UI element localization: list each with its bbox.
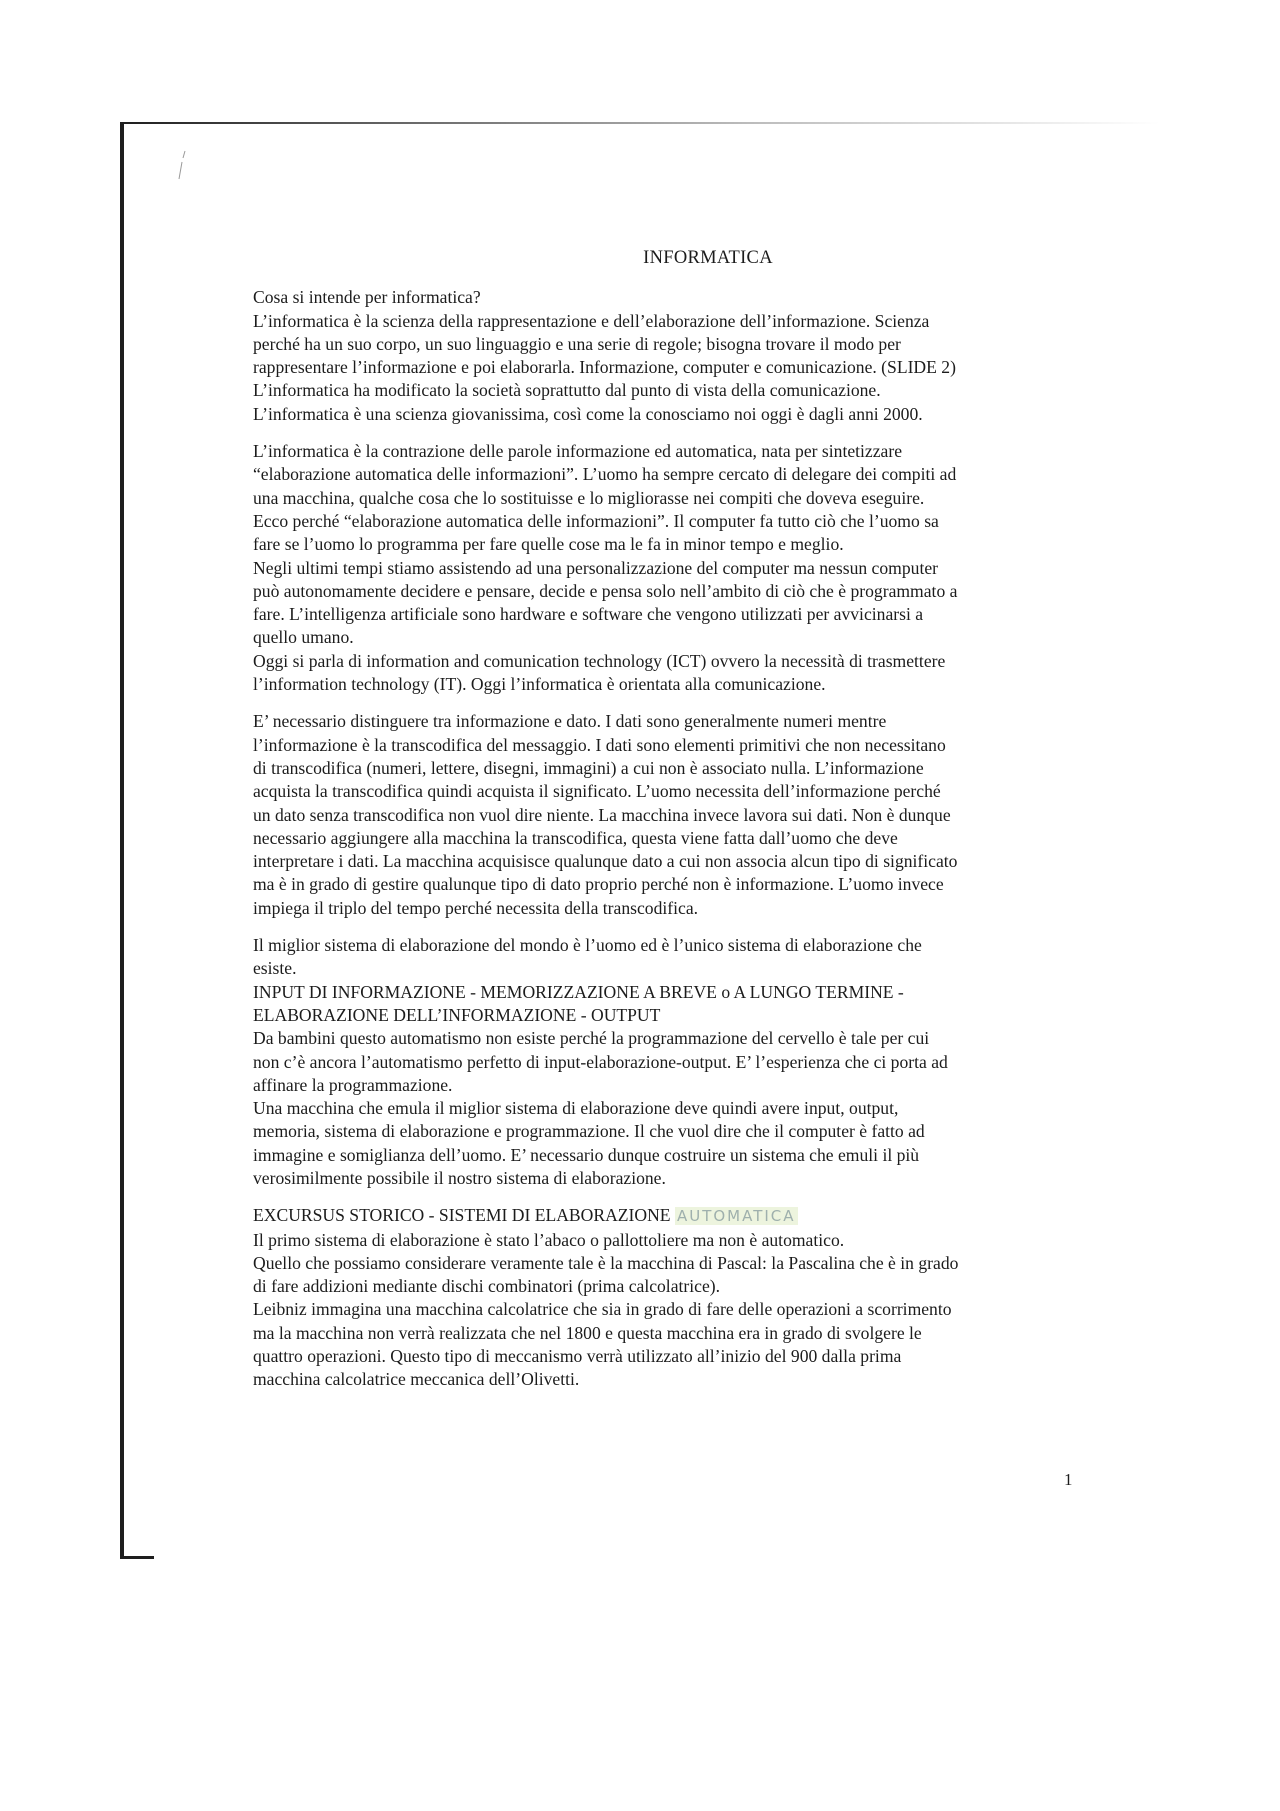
- scan-border-left: [120, 122, 124, 1558]
- text-line: affinare la programmazione.: [253, 1074, 453, 1095]
- text-line: Leibniz immagina una macchina calcolatrice che sia in grado di fare delle operazioni a scorrimento: [253, 1299, 952, 1320]
- text-line: ELABORAZIONE DELL’INFORMAZIONE - OUTPUT: [253, 1004, 661, 1025]
- text-line: ma è in grado di gestire qualunque tipo di dato proprio perché non è informazione. L’uomo invece: [253, 874, 944, 895]
- scan-border-top: [120, 122, 1160, 124]
- text-line: Quello che possiamo considerare veramente tale è la macchina di Pascal: la Pascalina che è in grado: [253, 1252, 959, 1273]
- text-line: di fare addizioni mediante dischi combinatori (prima calcolatrice).: [253, 1276, 721, 1297]
- text-line: Oggi si parla di information and comunication technology (ICT) ovvero la necessità di trasmettere: [253, 650, 946, 671]
- text-line: Cosa si intende per informatica?: [253, 287, 481, 308]
- text-line: memoria, sistema di elaborazione e programmazione. Il che vuol dire che il computer è fatto ad: [253, 1121, 925, 1142]
- scan-border-bottom: [120, 1556, 154, 1559]
- page-number: 1: [1064, 1470, 1073, 1489]
- document-title: INFORMATICA: [643, 248, 773, 268]
- paragraph-definition: [253, 440, 1083, 696]
- paragraph-human-system: [253, 934, 1083, 1190]
- text-line: di transcodifica (numeri, lettere, disegni, immagini) a cui non è associato nulla. L’informazione: [253, 757, 924, 778]
- text-line: Una macchina che emula il miglior sistema di elaborazione deve quindi avere input, output,: [253, 1098, 899, 1119]
- text-line: INPUT DI INFORMAZIONE - MEMORIZZAZIONE A BREVE o A LUNGO TERMINE -: [253, 981, 904, 1002]
- text-line: fare se l’uomo lo programma per fare quelle cose ma le fa in minor tempo e meglio.: [253, 534, 844, 555]
- text-line: macchina calcolatrice meccanica dell’Olivetti.: [253, 1369, 580, 1390]
- paragraph-historical-excursus: [253, 1204, 1083, 1391]
- text-line: “elaborazione automatica delle informazioni”. L’uomo ha sempre cercato di delegare dei compiti ad: [253, 464, 957, 485]
- text-line: non c’è ancora l’automatismo perfetto di input-elaborazione-output. E’ l’esperienza che ci porta ad: [253, 1051, 948, 1072]
- text-line: Ecco perché “elaborazione automatica delle informazioni”. Il computer fa tutto ciò che l’uomo sa: [253, 510, 939, 531]
- text-line: L’informatica è la scienza della rappresentazione e dell’elaborazione dell’informazione. Scienza: [253, 310, 930, 331]
- text-line: interpretare i dati. La macchina acquisisce qualunque dato a cui non associa alcun tipo di significato: [253, 851, 958, 872]
- paragraph-data-vs-information: [253, 710, 1083, 920]
- text-line: l’information technology (IT). Oggi l’informatica è orientata alla comunicazione.: [253, 674, 826, 695]
- text-line: quattro operazioni. Questo tipo di meccanismo verrà utilizzato all’inizio del 900 dalla prima: [253, 1346, 902, 1367]
- text-line: L’informatica è la contrazione delle parole informazione ed automatica, nata per sintetizzare: [253, 441, 903, 462]
- handwritten-annotation: AUTOMATICA: [676, 1207, 796, 1226]
- section-heading-text: EXCURSUS STORICO - SISTEMI DI ELABORAZIONE: [253, 1205, 671, 1226]
- text-line: verosimilmente possibile il nostro sistema di elaborazione.: [253, 1167, 666, 1188]
- text-line: l’informazione è la transcodifica del messaggio. I dati sono elementi primitivi che non necessitano: [253, 734, 946, 755]
- paragraph-introduction: [253, 286, 1083, 426]
- text-line: Il primo sistema di elaborazione è stato l’abaco o pallottoliere ma non è automatico.: [253, 1229, 845, 1250]
- text-line: L’informatica ha modificato la società soprattutto dal punto di vista della comunicazione.: [253, 380, 881, 401]
- text-line: E’ necessario distinguere tra informazione e dato. I dati sono generalmente numeri mentre: [253, 711, 887, 732]
- text-line: perché ha un suo corpo, un suo linguaggio e una serie di regole; bisogna trovare il modo per: [253, 333, 901, 354]
- pen-mark-icon: [178, 150, 186, 180]
- text-line: rappresentare l’informazione e poi elaborarla. Informazione, computer e comunicazione. (SLIDE 2): [253, 357, 956, 378]
- text-line: esiste.: [253, 958, 297, 979]
- text-line: Negli ultimi tempi stiamo assistendo ad una personalizzazione del computer ma nessun computer: [253, 557, 938, 578]
- text-line: L’informatica è una scienza giovanissima, così come la conosciamo noi oggi è dagli anni 2000.: [253, 403, 923, 424]
- section-heading: [253, 1204, 1083, 1228]
- text-line: fare. L’intelligenza artificiale sono hardware e software che vengono utilizzati per avvicinarsi a: [253, 604, 924, 625]
- text-line: ma la macchina non verrà realizzata che nel 1800 e questa macchina era in grado di svolgere le: [253, 1322, 922, 1343]
- text-line: acquista la transcodifica quindi acquista il significato. L’uomo necessita dell’informazione perché: [253, 781, 941, 802]
- text-line: Da bambini questo automatismo non esiste perché la programmazione del cervello è tale per cui: [253, 1028, 930, 1049]
- text-line: un dato senza transcodifica non vuol dire niente. La macchina invece lavora sui dati. Non è dunque: [253, 804, 951, 825]
- text-line: una macchina, qualche cosa che lo sostituisse e lo migliorasse nei compiti che doveva eseguire.: [253, 487, 925, 508]
- text-line: immagine e somiglianza dell’uomo. E’ necessario dunque costruire un sistema che emuli il più: [253, 1144, 920, 1165]
- text-line: impiega il triplo del tempo perché necessita della transcodifica.: [253, 897, 699, 918]
- document-body: [253, 247, 1083, 1406]
- text-line: può autonomamente decidere e pensare, decide e pensa solo nell’ambito di ciò che è programmato a: [253, 580, 958, 601]
- text-line: Il miglior sistema di elaborazione del mondo è l’uomo ed è l’unico sistema di elaborazione che: [253, 935, 922, 956]
- text-line: necessario aggiungere alla macchina la transcodifica, questa viene fatta dall’uomo che deve: [253, 827, 898, 848]
- text-line: quello umano.: [253, 627, 354, 648]
